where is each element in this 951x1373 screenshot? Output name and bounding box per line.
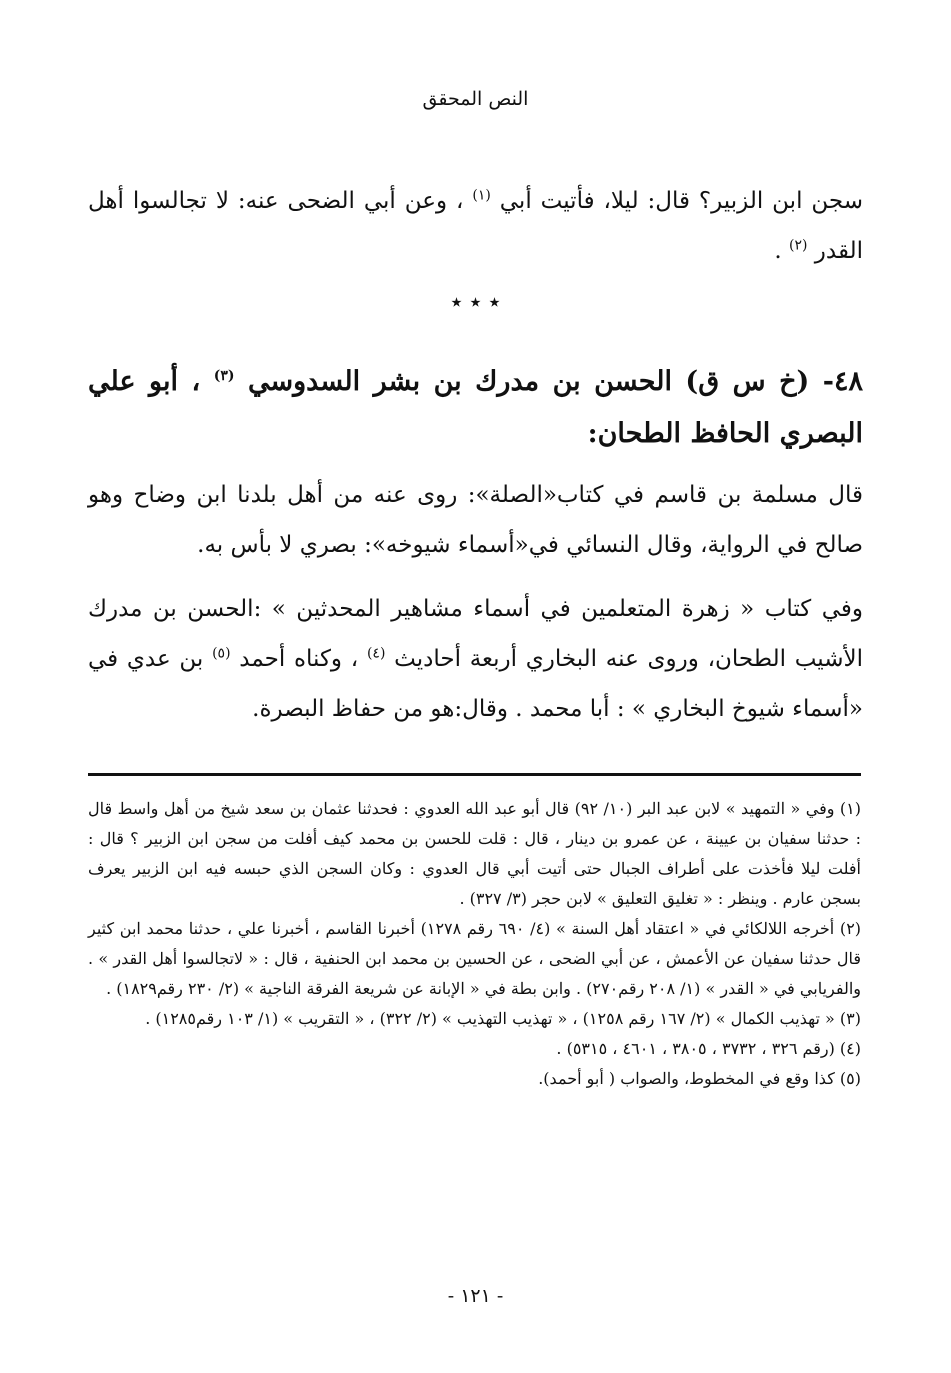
paragraph-maslama <box>88 470 863 570</box>
footnotes <box>88 794 863 1094</box>
page-number: - ١٢١ - <box>447 1285 504 1307</box>
paragraph-text: . <box>774 238 782 264</box>
paragraph-text: ، وكناه أحمد <box>239 646 359 672</box>
paragraph-text: قال مسلمة بن قاسم في كتاب«الصلة»: روى عنه من أهل بلدنا ابن وضاح وهو صالح في الرواية، وقال النسائي في«أسماء شيوخه»: بصري لا بأس به. <box>88 482 863 558</box>
footnote-ref-4: (٤) <box>366 645 386 662</box>
paragraph-zahrat <box>88 584 863 734</box>
entry-heading-text: ، أبو علي البصري الحافظ الطحان: <box>88 366 863 449</box>
entry-heading <box>88 356 863 460</box>
running-title: النص المحقق <box>422 88 529 110</box>
footnote-4: (٤) (رقم ٣٢٦ ، ٣٧٣٢ ، ٣٨٠٥ ، ٤٦٠١ ، ٥٣١٥) . <box>556 1039 861 1058</box>
footnote-ref-1: (١) <box>472 187 491 204</box>
footnote-5: (٥) كذا وقع في المخطوط، والصواب ( أبو أحمد). <box>538 1069 861 1088</box>
section-separator: ٭ ٭ ٭ <box>450 290 501 315</box>
footnote-ref-3: (٣) <box>213 368 235 384</box>
paragraph-text: بن عدي في «أسماء شيوخ البخاري » : أبا محمد . وقال:هو من حفاظ البصرة. <box>88 646 863 722</box>
footnote-ref-5: (٥) <box>212 645 231 662</box>
paragraph-text: ، وعن أبي الضحى عنه: لا تجالسوا أهل القدر <box>88 188 863 264</box>
footnote-ref-2: (٢) <box>789 237 808 254</box>
entry-heading-text: ٤٨- (خ س ق) الحسن بن مدرك بن بشر السدوسي <box>248 366 864 397</box>
footnote-2: (٢) أخرجه اللالكائي في « اعتقاد أهل السنة » (٤/ ٦٩٠ رقم ١٢٧٨) أخبرنا القاسم ، أخبرنا علي ، حدثنا محمد ابن كثير قال حدثنا سفيان عن الأعمش ، عن أبي الضحى ، عن الحسين بن محمد ابن الحنفية ، قال : « لاتجالسوا أهل القدر » . والفريابي في « القدر » (١/ ٢٠٨ رقم٢٧٠) . وابن بطة في « الإبانة عن شريعة الفرقة الناجية » (٢/ ٢٣٠ رقم١٨٢٩) . <box>88 919 862 998</box>
paragraph-text: وفي كتاب « زهرة المتعلمين في أسماء مشاهير المحدثين » :الحسن بن مدرك الأشيب الطحان، وروى عنه البخاري أربعة أحاديث <box>88 596 864 672</box>
footnote-3: (٣) « تهذيب الكمال » (٢/ ١٦٧ رقم ١٢٥٨) ، « تهذيب التهذيب » (٢/ ٣٢٢) ، « التقريب » (١/ ١٠٣ رقم١٢٨٥) . <box>145 1009 861 1028</box>
paragraph-text: سجن ابن الزبير؟ قال: ليلا، فأتيت أبي <box>499 188 864 214</box>
paragraph-continuation <box>88 176 863 276</box>
footnote-1: (١) وفي « التمهيد » لابن عبد البر (١٠/ ٩٢) قال أبو عبد الله العدوي : فحدثنا عثمان بن سعد شيخ من أهل واسط قال : حدثنا سفيان بن عيينة ، عن عمرو بن دينار ، قال : قلت للحسن بن محمد كيف أفلت من سجن ابن الزبير ؟ قال : أفلت ليلا فأخذت على أطراف الجبال حتى أتيت أبي قال العدوي : وكان السجن الذي حبسه فيه ابن الزبير يعرف بسجن عارم . وينظر : « تغليق التعليق » لابن حجر (٣/ ٣٢٧) . <box>88 799 862 908</box>
footnote-divider <box>88 773 861 776</box>
